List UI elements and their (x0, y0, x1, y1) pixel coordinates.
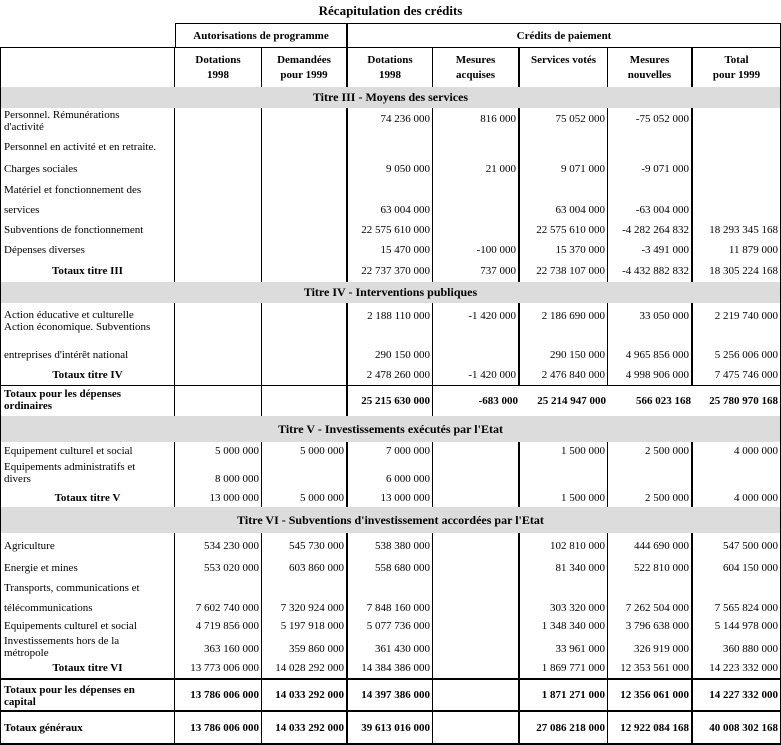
table-cell: 2 478 260 000 (348, 365, 433, 385)
row-label-line: Totaux titre III (52, 265, 123, 277)
column-header-mesures-acquises (433, 48, 520, 87)
table-cell (175, 303, 262, 345)
table-cell (433, 136, 520, 158)
table-cell: 11 879 000 (728, 244, 778, 256)
table-row (0, 220, 781, 240)
table-cell: 22 738 107 000 (520, 260, 608, 282)
table-cell: 14 227 332 000 (709, 689, 778, 701)
table-cell (433, 345, 520, 365)
table-cell: 2 500 000 (608, 442, 693, 460)
table-cell (175, 260, 262, 282)
row-label-line: d'activité (4, 121, 44, 133)
table-cell (175, 345, 262, 365)
table-cell: 27 086 218 000 (520, 712, 608, 743)
table-cell (608, 180, 693, 200)
row-label (1, 442, 175, 460)
table-cell: -63 004 000 (608, 200, 693, 220)
table-cell (608, 460, 693, 488)
row-label-line: Totaux généraux (4, 721, 83, 734)
table-cell (433, 680, 520, 710)
table-cell: 303 320 000 (520, 598, 608, 618)
section-band: Titre VI - Subventions d'investissement accordées par l'Etat (0, 507, 781, 533)
table-cell (433, 488, 520, 507)
table-cell (175, 136, 262, 158)
row-label-line: capital (4, 696, 36, 708)
table-cell: 4 998 906 000 (608, 365, 693, 385)
row-label-line: Equipements culturel et social (4, 620, 137, 632)
table-row (0, 710, 781, 745)
row-label-line: Totaux pour les dépenses (4, 388, 122, 400)
column-header-line: nouvelles (627, 69, 672, 81)
table-cell: 7 602 740 000 (175, 598, 262, 618)
table-row (0, 442, 781, 460)
table-cell: 326 919 000 (608, 634, 693, 658)
table-cell (262, 345, 348, 365)
table-cell (693, 108, 780, 136)
row-label (1, 578, 175, 598)
table-cell: 737 000 (433, 260, 520, 282)
table-cell (262, 158, 348, 180)
table-cell (262, 108, 348, 136)
table-cell (433, 220, 520, 240)
table-cell (262, 303, 348, 345)
table-cell: 33 961 000 (520, 634, 608, 658)
table-cell: 2 186 690 000 (520, 303, 608, 345)
table-cell (433, 460, 520, 488)
row-label-line: Subventions de fonctionnement (4, 224, 144, 236)
table-cell: 15 470 000 (348, 240, 433, 260)
table-cell: -75 052 000 (608, 108, 693, 136)
table-cell: 363 160 000 (175, 634, 262, 658)
table-cell: 7 000 000 (348, 442, 433, 460)
table-cell: 9 071 000 (520, 158, 608, 180)
table-cell (175, 158, 262, 180)
row-label (1, 200, 175, 220)
table-cell: 4 965 856 000 (608, 345, 693, 365)
table-cell (175, 220, 262, 240)
table-cell: 7 262 504 000 (608, 598, 693, 618)
row-label-line: Dépenses diverses (4, 244, 85, 256)
table-cell (520, 136, 608, 158)
row-label (1, 180, 175, 200)
table-cell: 1 869 771 000 (520, 658, 608, 678)
table-cell: -4 432 882 832 (608, 260, 693, 282)
table-cell: 290 150 000 (520, 345, 608, 365)
table-cell (433, 180, 520, 200)
table-cell (693, 180, 780, 200)
table-row (0, 460, 781, 488)
table-cell: 547 500 000 (723, 539, 778, 552)
column-header-line: pour 1999 (280, 69, 328, 81)
table-cell (433, 712, 520, 743)
table-cell: 14 033 292 000 (262, 712, 348, 743)
row-label (1, 634, 175, 658)
row-label (1, 108, 175, 136)
table-cell: 13 786 006 000 (175, 680, 262, 710)
column-header-line: Total (724, 54, 749, 66)
table-row (0, 678, 781, 710)
table-cell (433, 558, 520, 578)
table-row (0, 303, 781, 345)
row-label (1, 158, 175, 180)
row-label (1, 345, 175, 365)
table-cell: 33 050 000 (608, 303, 693, 345)
column-header-mesures-nouvelles (608, 48, 693, 87)
table-cell: 25 780 970 168 (709, 395, 778, 407)
table-cell: 558 680 000 (348, 558, 433, 578)
table-cell (175, 108, 262, 136)
table-cell (433, 634, 520, 658)
column-header-dotations-1998-ap (175, 48, 262, 87)
table-row (0, 658, 781, 678)
table-cell (262, 260, 348, 282)
table-cell: -1 420 000 (433, 303, 520, 345)
table-cell (348, 136, 433, 158)
table-cell (433, 533, 520, 558)
table-cell: 7 565 824 000 (714, 602, 778, 614)
column-header-line: 1998 (207, 69, 229, 81)
table-cell: 6 000 000 (348, 460, 433, 488)
table-cell: 360 880 000 (723, 643, 778, 655)
table-cell: 5 256 006 000 (714, 349, 778, 361)
row-label (1, 240, 175, 260)
row-label (1, 260, 175, 282)
row-label-line: divers (4, 473, 31, 485)
row-label-line: Personnel. Rémunérations (4, 109, 120, 121)
table-cell: 12 922 084 168 (608, 712, 693, 743)
row-label-line: Equipements administratifs et (4, 461, 136, 473)
table-row (0, 240, 781, 260)
table-cell: 816 000 (433, 108, 520, 136)
column-header-line: pour 1999 (712, 69, 761, 81)
table-cell (520, 180, 608, 200)
table-cell: 2 219 740 000 (714, 310, 778, 322)
table-cell: 63 004 000 (348, 200, 433, 220)
table-cell: 14 384 386 000 (348, 658, 433, 678)
row-label-line: Totaux pour les dépenses en (4, 684, 135, 696)
table-cell: 22 737 370 000 (348, 260, 433, 282)
table-row (0, 618, 781, 634)
table-cell (262, 200, 348, 220)
row-label (1, 680, 175, 710)
table-cell (348, 180, 433, 200)
row-label-line: Totaux titre VI (52, 662, 123, 674)
table-cell: 18 305 224 168 (709, 265, 778, 277)
table-cell (520, 460, 608, 488)
row-label (1, 365, 175, 385)
table-cell: 545 730 000 (262, 533, 348, 558)
table-cell (693, 158, 780, 180)
group-header-credits-de-paiement: Crédits de paiement (348, 23, 780, 48)
column-header-line: Mesures (629, 54, 670, 66)
table-cell: 13 786 006 000 (175, 712, 262, 743)
table-row (0, 260, 781, 282)
table-cell (433, 598, 520, 618)
section-band: Titre V - Investissements exécutés par l'Etat (0, 416, 781, 442)
row-label-line: entreprises d'intérêt national (4, 349, 129, 361)
table-cell (262, 136, 348, 158)
table-cell (175, 180, 262, 200)
row-label-line: télécommunications (4, 602, 93, 614)
column-header-line: Services votés (530, 54, 597, 66)
table-row (0, 488, 781, 507)
table-cell: 12 353 561 000 (608, 658, 693, 678)
row-label-line: Matériel et fonctionnement des (4, 184, 142, 196)
table-cell: 5 077 736 000 (348, 618, 433, 634)
table-cell (693, 578, 780, 598)
row-label-line: Investissements hors de la (4, 635, 120, 647)
table-cell: 1 871 271 000 (520, 680, 608, 710)
row-label (1, 712, 175, 743)
table-cell: 5 000 000 (262, 488, 348, 507)
row-label-line: Totaux titre V (54, 491, 121, 504)
table-cell (608, 578, 693, 598)
column-header-line: acquises (455, 69, 496, 81)
table-row (0, 345, 781, 365)
table-cell (608, 136, 693, 158)
table-cell (433, 200, 520, 220)
table-cell: 12 356 061 000 (608, 680, 693, 710)
table-row (0, 533, 781, 558)
table-cell: -100 000 (433, 240, 520, 260)
table-cell: 5 197 918 000 (262, 618, 348, 634)
table-cell: 7 475 746 000 (714, 369, 778, 381)
table-cell: 603 860 000 (262, 558, 348, 578)
table-body (0, 87, 781, 745)
row-label-line: services (4, 204, 40, 216)
table-cell: 14 223 332 000 (709, 662, 778, 674)
table-cell: 14 397 386 000 (348, 680, 433, 710)
table-cell (433, 658, 520, 678)
table-cell: 40 008 302 168 (709, 721, 778, 734)
table-cell: 2 188 110 000 (348, 303, 433, 345)
table-cell (262, 220, 348, 240)
column-header-line: Demandées (277, 54, 331, 66)
table-row (0, 108, 781, 136)
table-cell: 359 860 000 (262, 634, 348, 658)
row-label (1, 558, 175, 578)
row-label-line: Agriculture (4, 539, 55, 552)
table-row (0, 158, 781, 180)
table-cell: 2 500 000 (608, 488, 693, 507)
table-cell (262, 365, 348, 385)
table-cell: -3 491 000 (608, 240, 693, 260)
table-cell: 13 773 006 000 (175, 658, 262, 678)
row-label-line: métropole (4, 647, 49, 659)
table-cell (348, 578, 433, 598)
table-cell (175, 200, 262, 220)
row-label-line: Energie et mines (4, 562, 78, 574)
table-cell (520, 578, 608, 598)
table-cell (433, 442, 520, 460)
table-cell (262, 240, 348, 260)
table-cell (262, 460, 348, 488)
column-header-row (0, 48, 781, 87)
table-cell: 9 050 000 (348, 158, 433, 180)
section-band: Titre III - Moyens des services (0, 87, 781, 108)
table-row (0, 634, 781, 658)
table-cell: 63 004 000 (520, 200, 608, 220)
table-cell: 4 000 000 (734, 491, 778, 504)
row-label-line: Action économique. Subventions (4, 321, 151, 333)
table-cell (262, 386, 348, 416)
table-cell: 1 348 340 000 (520, 618, 608, 634)
table-cell: 8 000 000 (175, 460, 262, 488)
table-cell: 22 575 610 000 (520, 220, 608, 240)
row-label-line: Action éducative et culturelle (4, 309, 134, 321)
table-cell (175, 240, 262, 260)
table-cell: 5 000 000 (262, 442, 348, 460)
table-cell: 5 000 000 (175, 442, 262, 460)
document-title: Récapitulation des crédits (318, 3, 463, 18)
table-row (0, 385, 781, 416)
table-cell (175, 578, 262, 598)
table-cell (262, 578, 348, 598)
row-label-line: Charges sociales (4, 163, 78, 175)
table-row (0, 598, 781, 618)
row-label-line: Totaux titre IV (52, 369, 123, 381)
table-cell: 74 236 000 (348, 108, 433, 136)
table-cell: 22 575 610 000 (348, 220, 433, 240)
table-row (0, 200, 781, 220)
table-cell: 25 215 630 000 (348, 386, 433, 416)
table-cell (433, 578, 520, 598)
table-cell: 534 230 000 (175, 533, 262, 558)
table-cell: -683 000 (478, 395, 518, 407)
column-header-line: Mesures (455, 54, 496, 66)
row-label (1, 303, 175, 345)
column-header-line: Dotations (195, 54, 241, 66)
column-header-total-1999 (693, 48, 780, 87)
table-cell: 39 613 016 000 (348, 712, 433, 743)
table-cell: 102 810 000 (520, 533, 608, 558)
column-group-row (0, 23, 781, 48)
table-cell: 444 690 000 (608, 533, 693, 558)
table-cell: 14 033 292 000 (262, 680, 348, 710)
table-cell: 3 796 638 000 (608, 618, 693, 634)
table-cell: 5 144 978 000 (714, 620, 778, 632)
table-cell: 13 000 000 (348, 488, 433, 507)
table-cell (693, 136, 780, 158)
table-row (0, 578, 781, 598)
table-cell: 25 214 947 000 (537, 395, 606, 407)
table-row (0, 365, 781, 385)
table-row (0, 558, 781, 578)
table-row (0, 180, 781, 200)
table-cell: 7 320 924 000 (262, 598, 348, 618)
table-cell (693, 460, 780, 488)
table-cell: 566 023 168 (636, 395, 691, 407)
column-header-dotations-1998-cp (348, 48, 433, 87)
table-cell: 361 430 000 (348, 634, 433, 658)
row-label (1, 618, 175, 634)
table-row (0, 136, 781, 158)
table-cell: 4 000 000 (734, 445, 778, 457)
table-cell: 7 848 160 000 (348, 598, 433, 618)
row-label (1, 386, 175, 416)
row-label (1, 460, 175, 488)
row-label-line: Equipement culturel et social (4, 445, 133, 457)
row-label (1, 658, 175, 678)
table-cell: 290 150 000 (348, 345, 433, 365)
table-cell: 1 500 000 (520, 442, 608, 460)
row-label-line: Personnel en activité et en retraite. (4, 141, 157, 153)
group-header-spacer (0, 23, 175, 48)
table-cell: 21 000 (433, 158, 520, 180)
table-cell: -1 420 000 (433, 365, 520, 385)
row-label (1, 136, 175, 158)
table-cell: 522 810 000 (608, 558, 693, 578)
column-header-line: 1998 (379, 69, 401, 81)
table-cell: 538 380 000 (348, 533, 433, 558)
table-cell: 2 476 840 000 (520, 365, 608, 385)
row-label (1, 533, 175, 558)
table-cell (175, 365, 262, 385)
table-cell: -9 071 000 (608, 158, 693, 180)
table-cell: 13 000 000 (175, 488, 262, 507)
table-cell: 18 293 345 168 (709, 224, 778, 236)
section-band: Titre IV - Interventions publiques (0, 282, 781, 303)
table-cell: 604 150 000 (723, 562, 778, 574)
table-cell (693, 200, 780, 220)
row-label-line: Transports, communications et (4, 582, 140, 594)
group-header-autorisations-de-programme: Autorisations de programme (175, 23, 348, 48)
table-cell: 75 052 000 (520, 108, 608, 136)
table-cell: 81 340 000 (520, 558, 608, 578)
row-label (1, 488, 175, 507)
table-cell (262, 180, 348, 200)
table-cell: 1 500 000 (520, 488, 608, 507)
table-cell (433, 618, 520, 634)
column-header-empty (1, 48, 175, 87)
table-cell: -4 282 264 832 (608, 220, 693, 240)
table-cell: 15 370 000 (520, 240, 608, 260)
column-header-line: Dotations (367, 54, 413, 66)
table-cell (175, 386, 262, 416)
column-header-demandees-1999 (262, 48, 348, 87)
column-header-services-votes (520, 48, 608, 87)
table-cell: 14 028 292 000 (262, 658, 348, 678)
table-cell: 553 020 000 (175, 558, 262, 578)
table-cell: 4 719 856 000 (175, 618, 262, 634)
row-label-line: ordinaires (4, 400, 53, 412)
row-label (1, 220, 175, 240)
row-label (1, 598, 175, 618)
